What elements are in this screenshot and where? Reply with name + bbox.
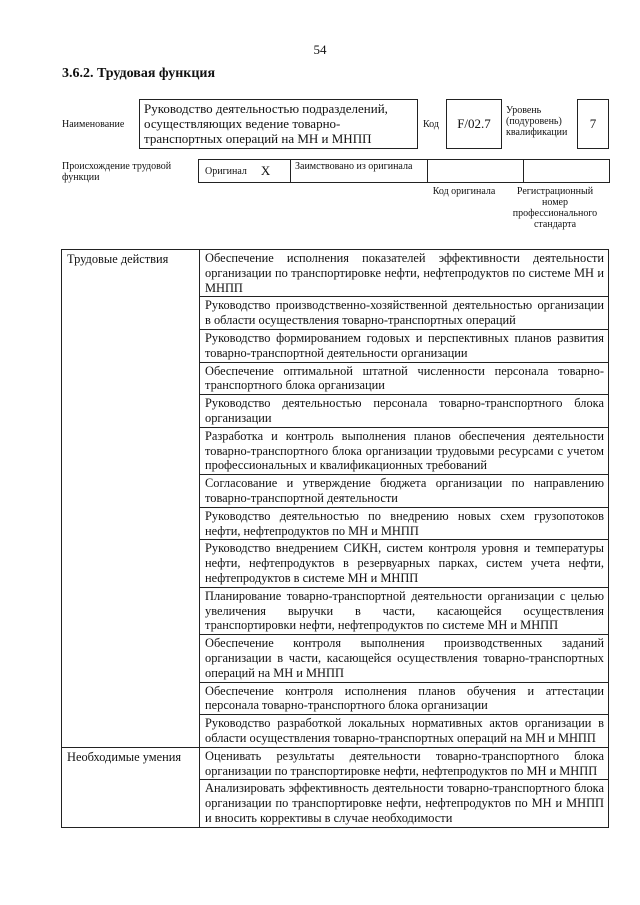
skills-label: Необходимые умения	[62, 747, 200, 827]
labor-action-item: Планирование товарно-транспортной деятельности организации с целью увеличения выручки в части, касающейся осуществления транспортировки нефти, нефтепродуктов по системе МН и МНПП	[200, 587, 609, 634]
name-label: Наименование	[62, 119, 125, 130]
code-caption: Код оригинала	[432, 186, 496, 197]
reg-caption: Регистрационный номер профессионального стандарта	[512, 186, 598, 230]
section-title: 3.6.2. Трудовая функция	[62, 66, 216, 81]
labor-action-item: Руководство разработкой локальных нормативных актов организации в области осуществления товарно-транспортных операций на МН и МНПП	[200, 715, 609, 748]
reg-number-cell	[524, 160, 609, 182]
labor-actions-label: Трудовые действия	[62, 250, 200, 748]
labor-action-item: Руководство внедрением СИКН, систем контроля уровня и температуры нефти, нефтепродуктов в резервуарных парках, систем учета нефти, нефтепродуктов в системе МН и МНПП	[200, 540, 609, 587]
origin-row	[198, 159, 610, 183]
labor-action-item: Руководство производственно-хозяйственной деятельностью организации в области осуществления товарно-транспортных операций	[200, 297, 609, 330]
original-cell	[199, 160, 291, 182]
labor-action-item: Руководство деятельностью персонала товарно-транспортного блока организации	[200, 395, 609, 428]
borrowed-label: Заимствовано из оригинала	[295, 161, 413, 172]
labor-action-item: Руководство формированием годовых и перспективных планов развития товарно-транспортной деятельности организации	[200, 329, 609, 362]
labor-function-table	[61, 249, 609, 828]
origin-label: Происхождение трудовой функции	[62, 161, 172, 183]
original-code-cell	[428, 160, 524, 182]
level-box	[577, 99, 609, 149]
borrowed-cell	[291, 160, 428, 182]
labor-action-item: Обеспечение контроля выполнения производственных заданий организации в части, касающейся осуществления товарно-транспортных операций на МН и МНПП	[200, 635, 609, 682]
level-label: Уровень (подуровень) квалификации	[506, 105, 568, 138]
original-label: Оригинал	[205, 165, 247, 177]
skill-item: Оценивать результаты деятельности товарно-транспортного блока организации по транспортировке нефти, нефтепродуктов по МН и МНПП	[200, 747, 609, 780]
page-number: 54	[313, 42, 327, 57]
labor-action-item: Руководство деятельностью по внедрению новых схем грузопотоков нефти, нефтепродуктов по МН и МНПП	[200, 507, 609, 540]
code-label: Код	[423, 119, 439, 130]
function-name: Руководство деятельностью подразделений, осуществляющих ведение товарно-транспортных операций на МН и МНПП	[144, 101, 388, 146]
labor-action-item: Согласование и утверждение бюджета организации по направлению товарно-транспортной деятельности	[200, 475, 609, 508]
level-value: 7	[589, 116, 597, 131]
labor-action-item: Обеспечение оптимальной штатной численности персонала товарно-транспортного блока организации	[200, 362, 609, 395]
labor-action-item: Обеспечение исполнения показателей эффективности деятельности организации по транспортировке нефти, нефтепродуктов по системе МН и МНПП	[200, 250, 609, 297]
original-mark: X	[260, 163, 271, 178]
labor-action-item: Разработка и контроль выполнения планов обеспечения деятельности товарно-транспортного блока организации трудовыми ресурсами с учетом профессиональных и квалификационных требований	[200, 427, 609, 474]
function-name-box	[139, 99, 418, 149]
table-row	[62, 250, 609, 297]
code-value: F/02.7	[457, 116, 491, 131]
code-box	[446, 99, 502, 149]
table-row	[62, 747, 609, 780]
labor-action-item: Обеспечение контроля исполнения планов обучения и аттестации персонала товарно-транспортного блока организации	[200, 682, 609, 715]
skill-item: Анализировать эффективность деятельности товарно-транспортного блока организации по транспортировке нефти, нефтепродуктов по МН и МНПП и вносить коррективы в случае необходимости	[200, 780, 609, 827]
